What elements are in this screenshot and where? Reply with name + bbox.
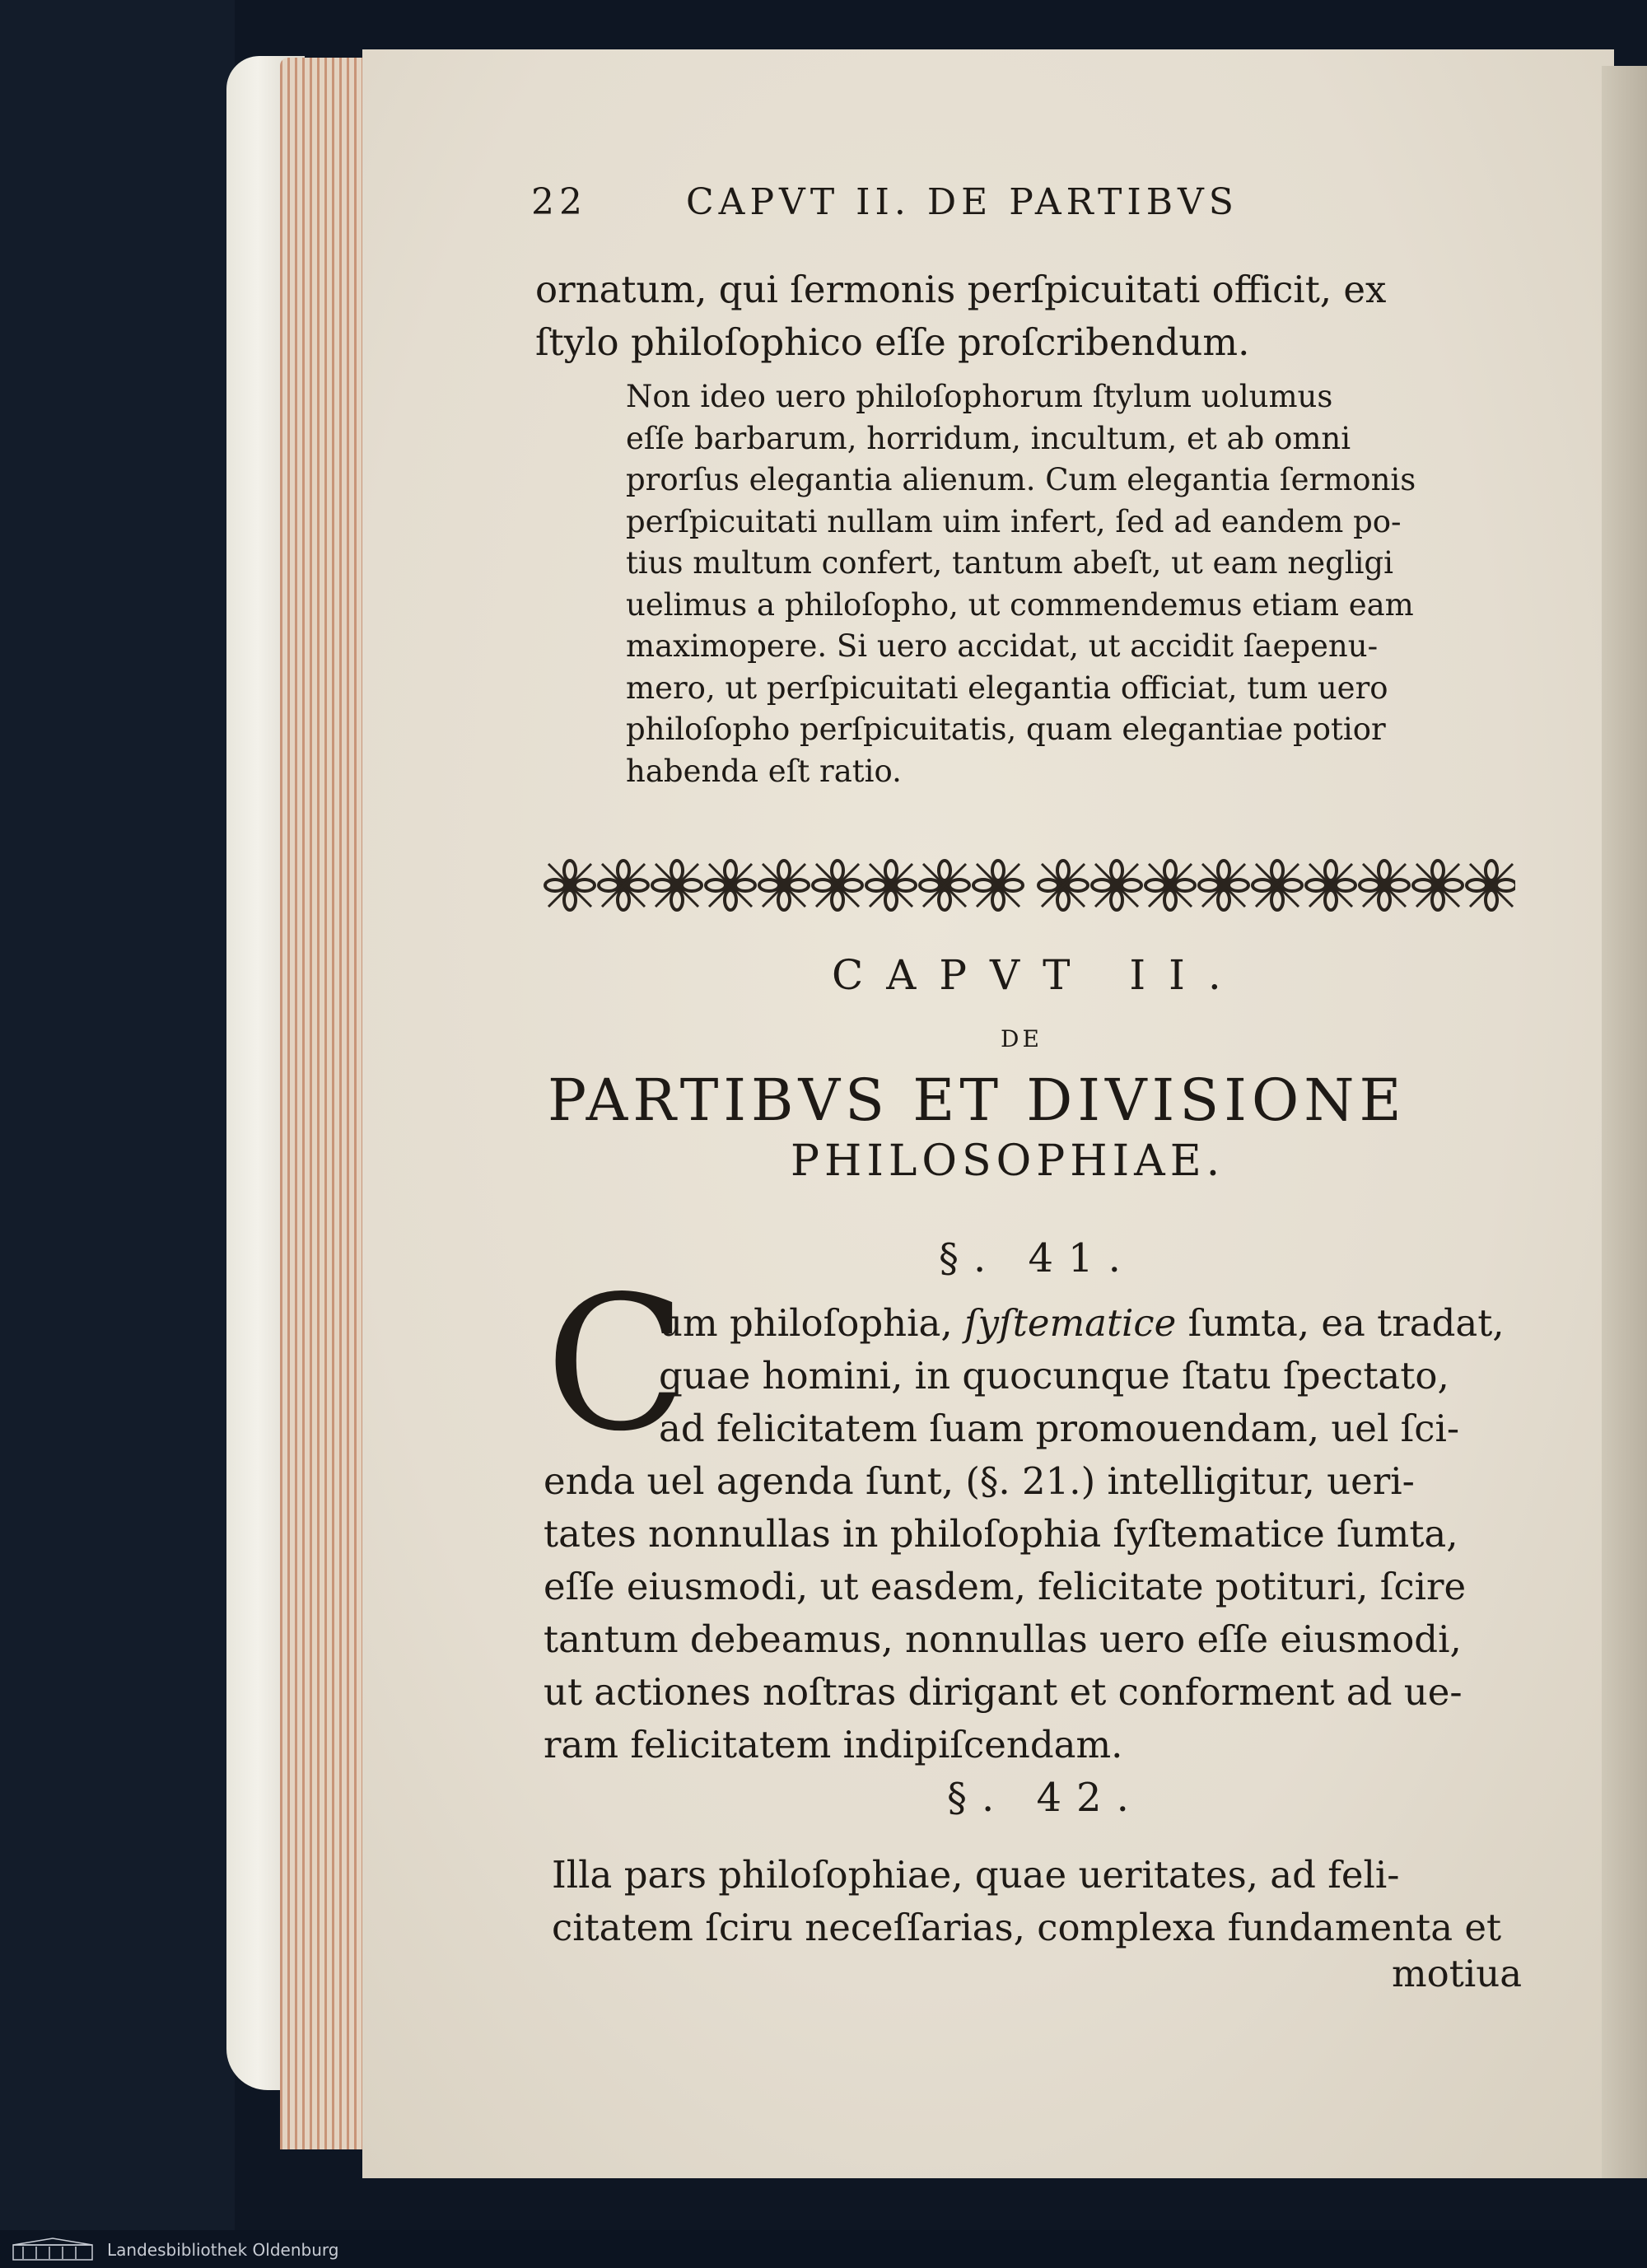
paragraph-continuation: [535, 264, 1386, 369]
text-line: citatem ſciru neceſſarias, complexa fundamenta et: [552, 1906, 1502, 1949]
text-line: habenda eſt ratio.: [626, 753, 902, 789]
section-42-label: §. 42.: [947, 1775, 1144, 1821]
text-line: mero, ut perſpicuitati elegantia officiat, tum uero: [626, 670, 1388, 706]
text-line: perſpicuitati nullam uim infert, ſed ad eandem po-: [626, 503, 1402, 539]
ornament-flower: [759, 861, 809, 910]
ornament-flower: [1199, 861, 1248, 910]
text-line: [544, 1297, 1505, 1350]
text-line: ſtylo philoſophico eſſe proſcribendum.: [535, 320, 1250, 364]
text-line: tius multum confert, tantum abeſt, ut eam negligi: [626, 545, 1393, 581]
book-cover-board: [0, 0, 235, 2268]
chapter-de: DE: [1001, 1025, 1043, 1052]
footer-bar: [0, 2230, 1647, 2268]
running-title: CAPVT II. DE PARTIBVS: [686, 181, 1239, 223]
ornament-flower: [866, 861, 916, 910]
text-line: enda uel agenda ſunt, (§. 21.) intelligitur, ueri-: [544, 1459, 1415, 1503]
text-line: ad felicitatem ſuam promouendam, uel ſci-: [659, 1407, 1460, 1450]
ornament-flower: [1038, 861, 1088, 910]
library-logo-icon: [12, 2237, 94, 2261]
ornament-flower: [813, 861, 862, 910]
ornament-flower: [545, 861, 595, 910]
text-line: philoſopho perſpicuitatis, quam elegantiae potior: [626, 712, 1386, 747]
text-line: maximopere. Si uero accidat, ut accidit ſaepenu-: [626, 628, 1379, 664]
text-line: quae homini, in quocunque ſtatu ſpectato,: [659, 1354, 1449, 1398]
text-line: ut actiones noſtras dirigant et conforment ad ue-: [544, 1670, 1463, 1714]
text-line: uelimus a philoſopho, ut commendemus etiam eam: [626, 586, 1414, 623]
text-run: um philoſophia,: [659, 1301, 964, 1345]
ornament-flower: [1360, 861, 1409, 910]
text-line: tates nonnullas in philoſophia ſyſtematice ſumta,: [544, 1512, 1458, 1556]
text-line: eſſe eiusmodi, ut easdem, felicitate potituri, ſcire: [544, 1565, 1467, 1608]
page-number: 22: [531, 181, 587, 223]
section-41-label: §. 41.: [939, 1235, 1136, 1281]
ornament-flower: [599, 861, 648, 910]
text-line: Illa pars philoſophiae, quae ueritates, ad feli-: [552, 1853, 1400, 1897]
text-line: tantum debeamus, nonnullas uero eſſe eiusmodi,: [544, 1617, 1462, 1661]
ornament-flower: [1092, 861, 1141, 910]
scholium-paragraph: [626, 376, 1416, 792]
text-line: eſſe barbarum, horridum, incultum, et ab omni: [626, 420, 1351, 456]
running-head: [531, 181, 1239, 223]
ornament-flower: [1145, 861, 1195, 910]
ornament-flower: [706, 861, 755, 910]
catchword: motiua: [1392, 1952, 1523, 1995]
section-41-paragraph: [544, 1297, 1505, 1771]
ornament-flower: [1413, 861, 1463, 910]
ornament-flower: [1253, 861, 1302, 910]
ornament-flower: [1306, 861, 1355, 910]
text-line: ram felicitatem indipiſcendam.: [544, 1723, 1123, 1766]
ornament-flower: [920, 861, 969, 910]
text-line: prorſus elegantia alienum. Cum elegantia ſermonis: [626, 462, 1416, 497]
ornament-flower: [652, 861, 702, 910]
text-run: ſumta, ea tradat,: [1176, 1301, 1505, 1345]
ornament-flower: [973, 861, 1023, 910]
ornament-flower: [1467, 861, 1515, 910]
text-line: ornatum, qui ſermonis perſpicuitati officit, ex: [535, 268, 1387, 311]
library-name: Landesbibliothek Oldenburg: [107, 2240, 339, 2260]
chapter-heading: PARTIBVS ET DIVISIONE: [548, 1066, 1407, 1134]
chapter-title: CAPVT II.: [832, 951, 1244, 999]
emphasis-word: ſyſtematice: [964, 1301, 1177, 1345]
section-42-paragraph: [552, 1849, 1501, 1954]
chapter-subheading: PHILOSOPHIAE.: [791, 1136, 1225, 1186]
drop-capital: C: [545, 1257, 688, 1472]
text-line: Non ideo uero philoſophorum ſtylum uolumus: [626, 379, 1333, 414]
ornament-band: [544, 853, 1515, 917]
facing-page-edge: [1602, 66, 1647, 2178]
